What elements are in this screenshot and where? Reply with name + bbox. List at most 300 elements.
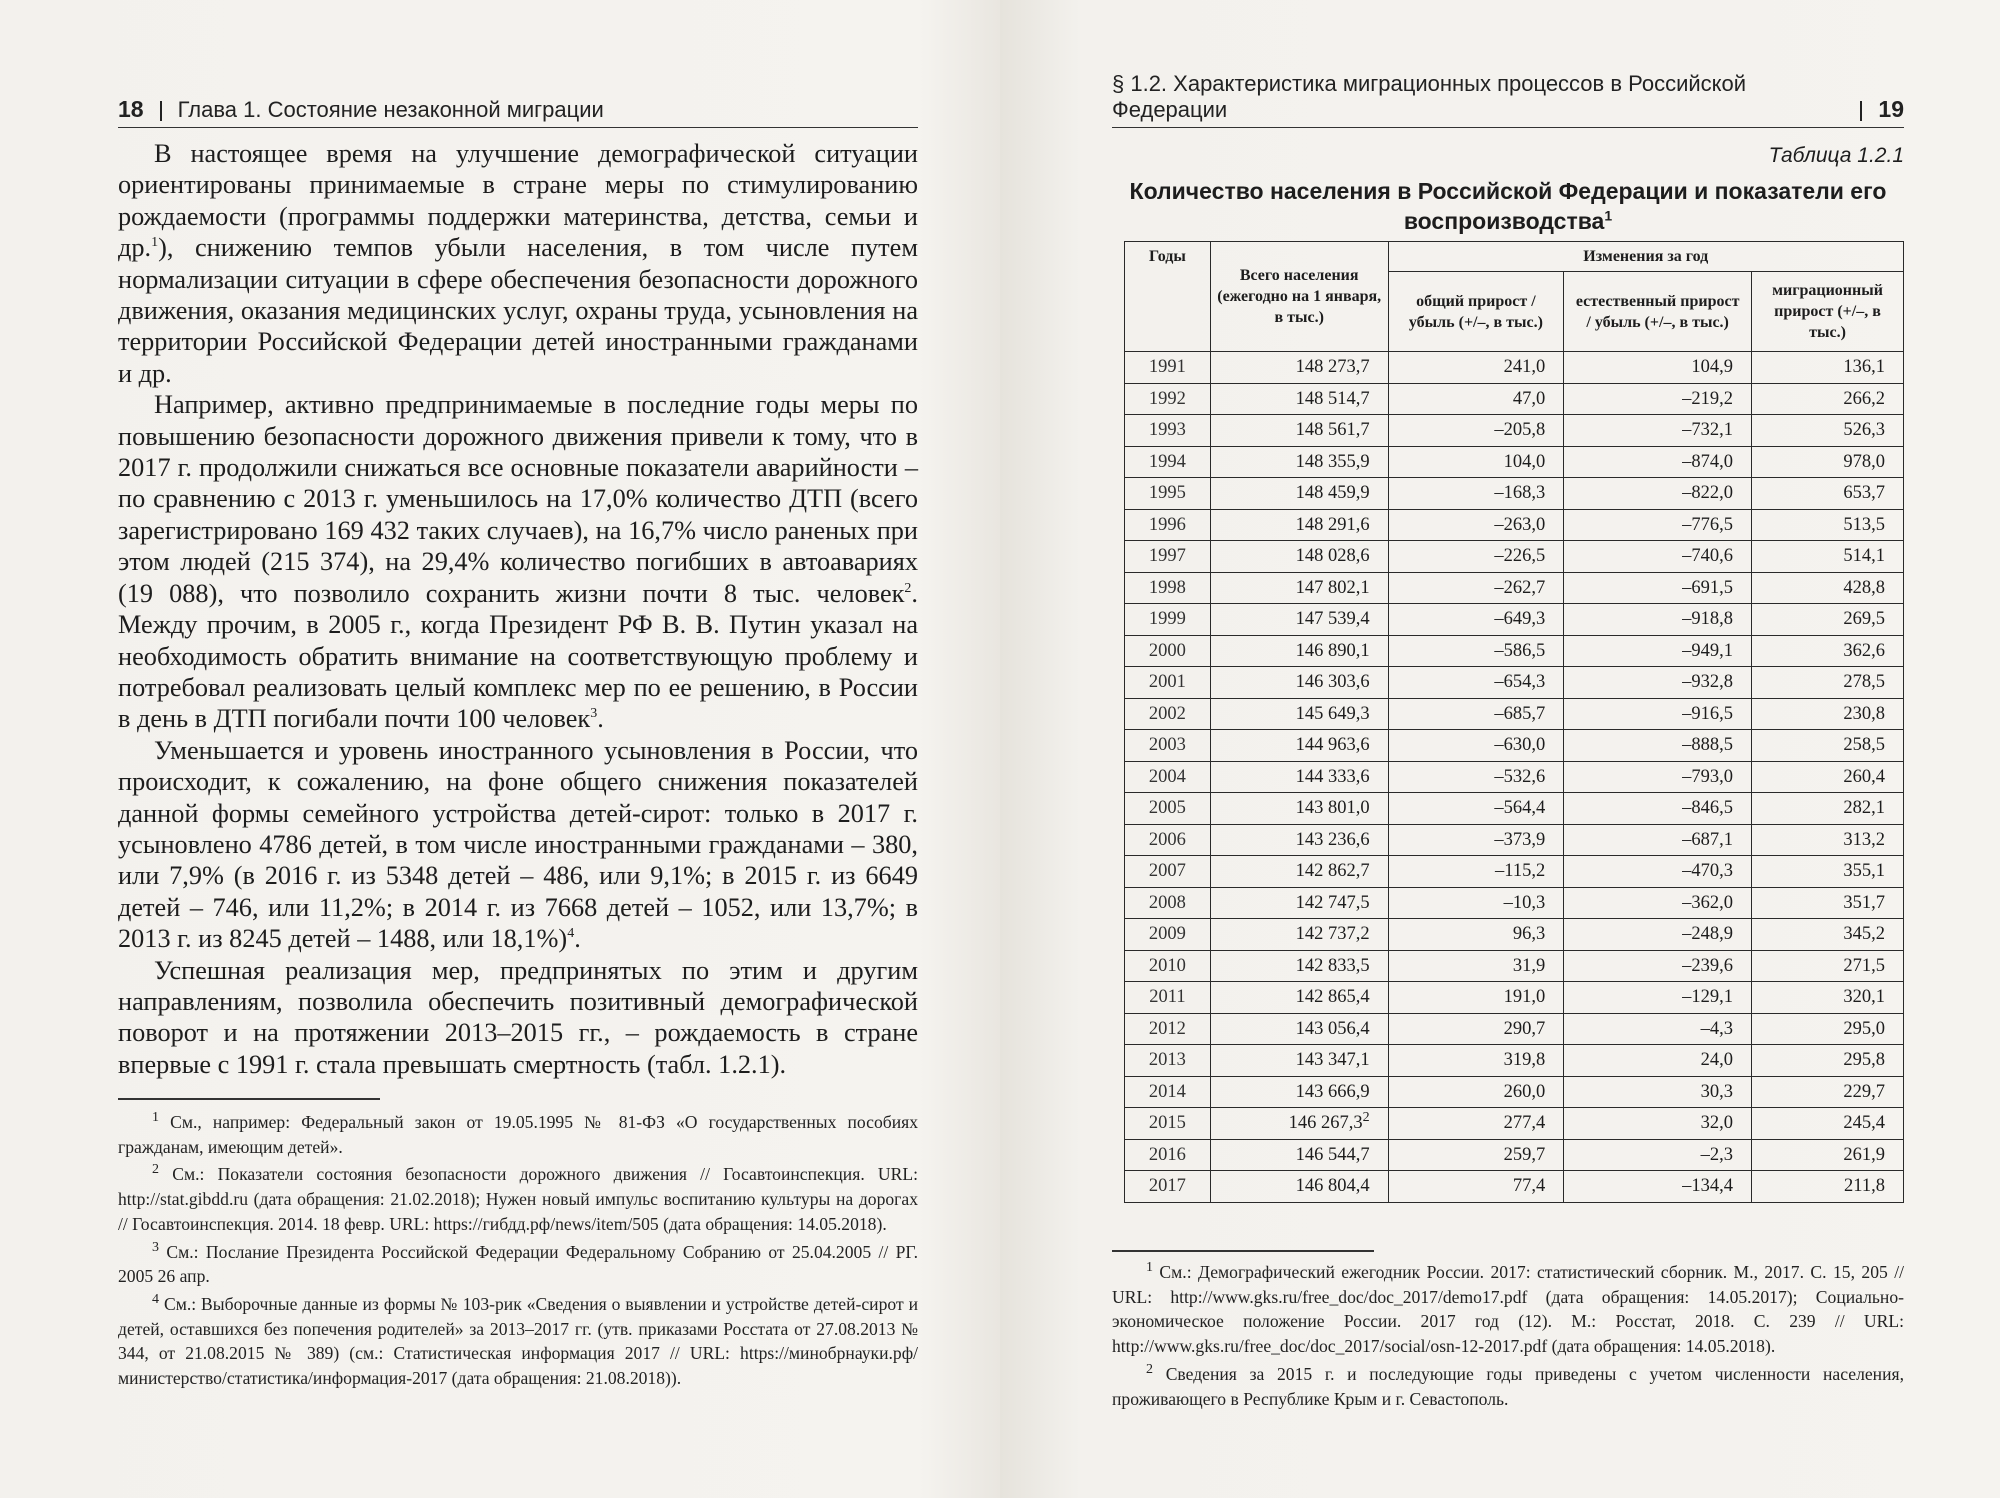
footnote-ref: 1 <box>1604 207 1613 224</box>
table-row <box>1125 1045 1904 1077</box>
footnote-text: См.: Послание Президента Российской Федерации Федеральному Собранию от 25.04.2005 // РГ. 2005 26 апр. <box>118 1241 918 1287</box>
cell-total <box>1210 919 1388 951</box>
cell-total-value: 147 802,1 <box>1295 577 1370 598</box>
cell-natural <box>1564 793 1752 825</box>
footnote-text: См.: Демографический ежегодник России. 2017: статистический сборник. М., 2017. С. 15, 205 // URL: http://www.gks.ru/free_doc/doc_2017/demo17.pdf (дата обращения: 14.05.2017); Социально-экономическое положение России. 2017 год (12). М.: Росстат, 2018. С. 239 // URL: http://www.gks.ru/free_doc/doc_2017/social/osn-12-2017.pdf (дата обращения: 14.05.2018). <box>1112 1262 1904 1357</box>
cell-overall-value: –373,9 <box>1494 829 1546 850</box>
cell-year <box>1125 352 1211 384</box>
table-row <box>1125 919 1904 951</box>
cell-year <box>1125 824 1211 856</box>
footnote-ref: 4 <box>567 926 575 942</box>
cell-total-value: 148 273,7 <box>1295 357 1370 378</box>
footnote <box>118 1110 918 1159</box>
cell-total-value: 146 804,4 <box>1295 1176 1370 1197</box>
cell-year-value: 1996 <box>1148 514 1186 535</box>
paragraph-2 <box>118 389 918 734</box>
cell-natural <box>1564 415 1752 447</box>
cell-natural <box>1564 446 1752 478</box>
cell-overall <box>1388 1171 1564 1203</box>
cell-year-value: 2013 <box>1148 1050 1186 1071</box>
cell-year <box>1125 635 1211 667</box>
cell-natural <box>1564 635 1752 667</box>
cell-year <box>1125 1013 1211 1045</box>
cell-year <box>1125 698 1211 730</box>
cell-overall-value: –586,5 <box>1494 640 1546 661</box>
cell-year <box>1125 667 1211 699</box>
left-page-number: 18 <box>118 96 144 122</box>
cell-overall-value: –205,8 <box>1494 420 1546 441</box>
table-title-line <box>1112 206 1904 236</box>
cell-migration <box>1752 509 1904 541</box>
footnote <box>1112 1362 1904 1411</box>
cell-overall-value: –263,0 <box>1494 514 1546 535</box>
cell-migration-value: 514,1 <box>1843 546 1885 567</box>
cell-total-value: 143 056,4 <box>1295 1018 1370 1039</box>
cell-migration-value: 351,7 <box>1843 892 1885 913</box>
cell-natural-value: –129,1 <box>1682 987 1734 1008</box>
table-row <box>1125 1013 1904 1045</box>
col-header-total: Всего населения (ежегодно на 1 января, в тыс.) <box>1210 242 1388 352</box>
cell-total <box>1210 1171 1388 1203</box>
cell-migration <box>1752 446 1904 478</box>
cell-year <box>1125 572 1211 604</box>
cell-total-value: 148 514,7 <box>1295 388 1370 409</box>
cell-total <box>1210 509 1388 541</box>
cell-total <box>1210 1108 1388 1140</box>
cell-year <box>1125 541 1211 573</box>
cell-total-value: 143 801,0 <box>1295 798 1370 819</box>
cell-natural-value: –691,5 <box>1682 577 1734 598</box>
cell-total <box>1210 604 1388 636</box>
table-row <box>1125 856 1904 888</box>
cell-total-value: 142 862,7 <box>1295 861 1370 882</box>
cell-total-value: 142 833,5 <box>1295 955 1370 976</box>
cell-natural <box>1564 856 1752 888</box>
cell-natural-value: –888,5 <box>1682 735 1734 756</box>
cell-migration-value: 266,2 <box>1843 388 1885 409</box>
cell-migration-value: 295,0 <box>1843 1018 1885 1039</box>
cell-migration <box>1752 1139 1904 1171</box>
cell-total <box>1210 383 1388 415</box>
cell-natural-value: –687,1 <box>1682 829 1734 850</box>
cell-total-value: 144 333,6 <box>1295 766 1370 787</box>
cell-year <box>1125 415 1211 447</box>
cell-overall <box>1388 667 1564 699</box>
footnote-mark: 4 <box>152 1292 159 1308</box>
table-row <box>1125 667 1904 699</box>
cell-year <box>1125 1108 1211 1140</box>
cell-year-value: 2017 <box>1148 1176 1186 1197</box>
footnote <box>118 1292 918 1391</box>
cell-migration-value: 136,1 <box>1843 357 1885 378</box>
cell-migration-value: 271,5 <box>1843 955 1885 976</box>
cell-natural <box>1564 667 1752 699</box>
cell-total-value: 143 347,1 <box>1295 1050 1370 1071</box>
cell-overall <box>1388 1108 1564 1140</box>
cell-total <box>1210 1045 1388 1077</box>
cell-natural <box>1564 730 1752 762</box>
cell-total <box>1210 1076 1388 1108</box>
paragraph-text: . <box>574 924 581 954</box>
cell-year-value: 2002 <box>1148 703 1186 724</box>
cell-overall <box>1388 383 1564 415</box>
cell-total <box>1210 856 1388 888</box>
cell-natural-value: –916,5 <box>1682 703 1734 724</box>
cell-natural <box>1564 1013 1752 1045</box>
cell-overall-value: –226,5 <box>1494 546 1546 567</box>
cell-migration <box>1752 919 1904 951</box>
cell-total <box>1210 635 1388 667</box>
cell-migration <box>1752 604 1904 636</box>
cell-year-value: 1995 <box>1148 483 1186 504</box>
cell-migration <box>1752 415 1904 447</box>
cell-total <box>1210 950 1388 982</box>
left-footnotes <box>118 1110 918 1394</box>
cell-natural-value: –932,8 <box>1682 672 1734 693</box>
cell-overall-value: 260,0 <box>1503 1081 1546 1102</box>
table-row <box>1125 478 1904 510</box>
footnote-mark: 2 <box>1146 1361 1153 1377</box>
cell-migration-value: 313,2 <box>1843 829 1885 850</box>
paragraph-text: В настоящее время на улучшение демографической ситуации ориентированы принимаемые в стране меры по стимулированию рождаемости (программы поддержки материнства, детства, семьи и др. <box>118 139 918 263</box>
cell-total-value: 148 561,7 <box>1295 420 1370 441</box>
cell-overall <box>1388 446 1564 478</box>
cell-year <box>1125 761 1211 793</box>
cell-migration-value: 355,1 <box>1843 861 1885 882</box>
footnote-ref: 2 <box>904 580 912 596</box>
cell-year <box>1125 509 1211 541</box>
table-body <box>1125 352 1904 1203</box>
cell-migration <box>1752 730 1904 762</box>
cell-total <box>1210 824 1388 856</box>
cell-total-value: 148 459,9 <box>1295 483 1370 504</box>
cell-year-value: 2010 <box>1148 955 1186 976</box>
cell-total-value: 146 544,7 <box>1295 1144 1370 1165</box>
cell-overall-value: 319,8 <box>1503 1050 1546 1071</box>
cell-migration <box>1752 667 1904 699</box>
cell-migration <box>1752 541 1904 573</box>
cell-overall-value: –564,4 <box>1494 798 1546 819</box>
cell-total-value: 146 267,3 <box>1288 1113 1363 1134</box>
left-body-text <box>118 138 918 1080</box>
cell-year-value: 2014 <box>1148 1081 1186 1102</box>
table-row <box>1125 509 1904 541</box>
cell-year <box>1125 383 1211 415</box>
cell-natural-value: 32,0 <box>1700 1113 1734 1134</box>
cell-migration <box>1752 1108 1904 1140</box>
chapter-title: Глава 1. Состояние незаконной миграции <box>177 97 604 122</box>
cell-natural-value: –732,1 <box>1682 420 1734 441</box>
cell-total-value: 142 747,5 <box>1295 892 1370 913</box>
cell-total <box>1210 730 1388 762</box>
col-header-changes: Изменения за год <box>1388 242 1903 272</box>
table-row <box>1125 383 1904 415</box>
cell-migration <box>1752 1045 1904 1077</box>
cell-year-value: 2007 <box>1148 861 1186 882</box>
cell-natural <box>1564 919 1752 951</box>
col-header-overall: общий прирост / убыль (+/–, в тыс.) <box>1388 272 1564 352</box>
cell-migration-value: 320,1 <box>1843 987 1885 1008</box>
cell-overall <box>1388 604 1564 636</box>
cell-overall <box>1388 919 1564 951</box>
cell-natural-value: –776,5 <box>1682 514 1734 535</box>
cell-natural <box>1564 1139 1752 1171</box>
paragraph-text: . <box>597 704 604 734</box>
cell-migration-value: 362,6 <box>1843 640 1885 661</box>
footnote-mark: 2 <box>152 1162 159 1178</box>
cell-year <box>1125 919 1211 951</box>
cell-migration <box>1752 383 1904 415</box>
cell-overall-value: 259,7 <box>1503 1144 1546 1165</box>
cell-overall-value: 277,4 <box>1503 1113 1546 1134</box>
table-title-text: воспроизводства <box>1403 208 1605 234</box>
cell-total-value: 148 291,6 <box>1295 514 1370 535</box>
cell-overall-value: –532,6 <box>1494 766 1546 787</box>
table-row <box>1125 352 1904 384</box>
footnote-rule <box>1112 1250 1374 1252</box>
cell-overall-value: 96,3 <box>1512 924 1546 945</box>
cell-year <box>1125 793 1211 825</box>
cell-natural <box>1564 541 1752 573</box>
cell-overall-value: 104,0 <box>1503 451 1546 472</box>
cell-overall-value: –685,7 <box>1494 703 1546 724</box>
cell-total <box>1210 793 1388 825</box>
cell-total <box>1210 1139 1388 1171</box>
cell-year-value: 2011 <box>1149 987 1186 1008</box>
cell-natural <box>1564 887 1752 919</box>
cell-year-value: 2006 <box>1148 829 1186 850</box>
cell-migration <box>1752 1076 1904 1108</box>
cell-overall <box>1388 635 1564 667</box>
cell-overall <box>1388 1139 1564 1171</box>
paragraph-3 <box>118 735 918 955</box>
cell-overall <box>1388 1045 1564 1077</box>
cell-overall <box>1388 478 1564 510</box>
table-row <box>1125 1171 1904 1203</box>
paragraph-1 <box>118 138 918 389</box>
footnote-ref: 2 <box>1362 1110 1370 1126</box>
cell-total-value: 146 890,1 <box>1295 640 1370 661</box>
footnote-ref: 1 <box>151 235 159 251</box>
cell-overall-value: –649,3 <box>1494 609 1546 630</box>
cell-overall <box>1388 415 1564 447</box>
cell-total-value: 148 028,6 <box>1295 546 1370 567</box>
cell-migration-value: 345,2 <box>1843 924 1885 945</box>
cell-total <box>1210 541 1388 573</box>
cell-migration <box>1752 698 1904 730</box>
cell-migration-value: 258,5 <box>1843 735 1885 756</box>
footnote-mark: 1 <box>152 1110 159 1126</box>
paragraph-text: Уменьшается и уровень иностранного усыновления в России, что происходит, к сожалению, на фоне общего снижения показателей данной формы семейного устройства детей-сирот: только в 2017 г. усыновлено 4786 детей, в том числе иностранными гражданами – 380, или 7,9% (в 2016 г. из 5348 детей – 486, или 9,1%; в 2015 г. из 6649 детей – 746, или 11,2%; в 2014 г. из 7668 детей – 1052, или 13,7%; в 2013 г. из 8245 детей – 1488, или 18,1%) <box>118 735 918 954</box>
cell-year-value: 1991 <box>1148 357 1186 378</box>
footnote-ref: 3 <box>590 706 598 722</box>
cell-total-value: 143 236,6 <box>1295 829 1370 850</box>
cell-total <box>1210 415 1388 447</box>
table-row <box>1125 415 1904 447</box>
cell-natural-value: –362,0 <box>1682 892 1734 913</box>
paragraph-text: ), снижению темпов убыли населения, в том числе путем нормализации ситуации в сфере обеспечения безопасности дорожного движения, оказания медицинских услуг, охраны труда, усыновления на территории Российской Федерации детей иностранными гражданами и др. <box>118 233 918 388</box>
cell-year-value: 1992 <box>1148 388 1186 409</box>
cell-total <box>1210 667 1388 699</box>
footnote-rule <box>118 1098 380 1100</box>
cell-migration-value: 230,8 <box>1843 703 1885 724</box>
cell-migration <box>1752 793 1904 825</box>
section-title: § 1.2. Характеристика миграционных процессов в Российской Федерации <box>1112 71 1747 122</box>
table-row <box>1125 446 1904 478</box>
cell-migration <box>1752 352 1904 384</box>
cell-overall <box>1388 1013 1564 1045</box>
cell-total <box>1210 1013 1388 1045</box>
cell-overall-value: 241,0 <box>1503 357 1546 378</box>
table-row <box>1125 730 1904 762</box>
cell-migration <box>1752 635 1904 667</box>
right-running-header <box>1112 71 1904 128</box>
cell-overall <box>1388 1076 1564 1108</box>
cell-natural-value: –2,3 <box>1700 1144 1734 1165</box>
cell-year <box>1125 604 1211 636</box>
cell-year <box>1125 982 1211 1014</box>
table-label: Таблица 1.2.1 <box>1768 144 1904 167</box>
footnote-mark: 1 <box>1146 1260 1153 1276</box>
table-row <box>1125 887 1904 919</box>
cell-natural-value: 24,0 <box>1700 1050 1734 1071</box>
cell-total-value: 143 666,9 <box>1295 1081 1370 1102</box>
cell-natural <box>1564 1076 1752 1108</box>
table-row <box>1125 604 1904 636</box>
cell-total-value: 142 737,2 <box>1295 924 1370 945</box>
cell-natural-value: –822,0 <box>1682 483 1734 504</box>
cell-overall <box>1388 950 1564 982</box>
col-header-migration: миграционный прирост (+/–, в тыс.) <box>1752 272 1904 352</box>
cell-migration <box>1752 950 1904 982</box>
cell-natural <box>1564 478 1752 510</box>
cell-overall <box>1388 761 1564 793</box>
table-row <box>1125 761 1904 793</box>
left-running-header <box>118 94 918 128</box>
cell-migration <box>1752 856 1904 888</box>
cell-total <box>1210 982 1388 1014</box>
cell-year-value: 2008 <box>1148 892 1186 913</box>
cell-natural <box>1564 761 1752 793</box>
cell-migration-value: 229,7 <box>1843 1081 1885 1102</box>
cell-natural-value: –134,4 <box>1682 1176 1734 1197</box>
cell-year-value: 1999 <box>1148 609 1186 630</box>
cell-overall <box>1388 793 1564 825</box>
cell-overall-value: –115,2 <box>1495 861 1546 882</box>
cell-year-value: 1998 <box>1148 577 1186 598</box>
table-row <box>1125 950 1904 982</box>
right-page-number: 19 <box>1878 96 1904 122</box>
cell-total-value: 148 355,9 <box>1295 451 1370 472</box>
table-row <box>1125 1139 1904 1171</box>
cell-year-value: 1997 <box>1148 546 1186 567</box>
cell-year <box>1125 1045 1211 1077</box>
cell-natural-value: –918,8 <box>1682 609 1734 630</box>
cell-natural-value: 30,3 <box>1700 1081 1734 1102</box>
cell-natural <box>1564 572 1752 604</box>
cell-total <box>1210 698 1388 730</box>
table-title <box>1112 176 1904 236</box>
cell-year <box>1125 478 1211 510</box>
cell-total <box>1210 352 1388 384</box>
cell-year-value: 2003 <box>1148 735 1186 756</box>
footnote <box>1112 1260 1904 1359</box>
cell-natural-value: –874,0 <box>1682 451 1734 472</box>
cell-overall-value: –168,3 <box>1494 483 1546 504</box>
cell-natural <box>1564 1171 1752 1203</box>
cell-natural <box>1564 698 1752 730</box>
cell-total <box>1210 572 1388 604</box>
footnote-text: См.: Показатели состояния безопасности дорожного движения // Госавтоинспекция. URL: http://stat.gibdd.ru (дата обращения: 21.02.2018); Нужен новый импульс воспитанию культуры на дорогах // Госавтоинспекция. 2014. 18 февр. URL: https://гибдд.рф/news/item/505 (дата обращения: 14.05.2018). <box>118 1164 918 1234</box>
cell-overall-value: –654,3 <box>1494 672 1546 693</box>
cell-natural <box>1564 604 1752 636</box>
cell-natural-value: –846,5 <box>1682 798 1734 819</box>
paragraph-text: . Между прочим, в 2005 г., когда Президент РФ В. В. Путин указал на необходимость обратить внимание на соответствующую проблему и потребовал реализовать целый комплекс мер по ее решению, в России в день в ДТП погибали почти 100 человек <box>118 578 918 734</box>
table-row <box>1125 698 1904 730</box>
cell-total <box>1210 446 1388 478</box>
cell-total-value: 147 539,4 <box>1295 609 1370 630</box>
col-header-year: Годы <box>1125 242 1211 352</box>
cell-natural <box>1564 509 1752 541</box>
cell-natural <box>1564 1045 1752 1077</box>
cell-overall-value: –10,3 <box>1503 892 1546 913</box>
table-row <box>1125 1108 1904 1140</box>
cell-natural-value: –219,2 <box>1682 388 1734 409</box>
cell-overall <box>1388 730 1564 762</box>
cell-year-value: 1994 <box>1148 451 1186 472</box>
cell-migration-value: 261,9 <box>1843 1144 1885 1165</box>
cell-year <box>1125 446 1211 478</box>
cell-total-value: 144 963,6 <box>1295 735 1370 756</box>
cell-year-value: 2004 <box>1148 766 1186 787</box>
cell-year <box>1125 1076 1211 1108</box>
cell-year-value: 2005 <box>1148 798 1186 819</box>
cell-overall <box>1388 698 1564 730</box>
cell-overall-value: 191,0 <box>1503 987 1546 1008</box>
footnote <box>118 1162 918 1236</box>
table-title-line: Количество населения в Российской Федерации и показатели его <box>1129 178 1887 204</box>
table-row <box>1125 793 1904 825</box>
cell-migration <box>1752 572 1904 604</box>
cell-year-value: 2016 <box>1148 1144 1186 1165</box>
paragraph-4 <box>118 955 918 1081</box>
cell-year-value: 2012 <box>1148 1018 1186 1039</box>
table-row <box>1125 824 1904 856</box>
cell-overall-value: 290,7 <box>1503 1018 1546 1039</box>
table-row <box>1125 982 1904 1014</box>
cell-year-value: 2001 <box>1148 672 1186 693</box>
right-footnotes <box>1112 1260 1904 1414</box>
cell-year-value: 2000 <box>1148 640 1186 661</box>
cell-overall-value: –262,7 <box>1494 577 1546 598</box>
cell-migration <box>1752 982 1904 1014</box>
cell-migration-value: 978,0 <box>1843 451 1885 472</box>
cell-migration <box>1752 887 1904 919</box>
cell-natural-value: –239,6 <box>1682 955 1734 976</box>
cell-year <box>1125 1171 1211 1203</box>
footnote-text: См.: Выборочные данные из формы № 103-рик «Сведения о выявлении и устройстве детей-сирот и детей, оставшихся без попечения родителей» за 2013–2017 гг. (утв. приказами Росстата от 27.08.2013 № 344, от 21.08.2015 № 389) (см.: Статистическая информация 2017 // URL: https://минобрнауки.рф/министерство/статистика/информация-2017 (дата обращения: 21.08.2018)). <box>118 1293 918 1389</box>
cell-natural-value: –470,3 <box>1682 861 1734 882</box>
footnote-mark: 3 <box>152 1239 159 1255</box>
footnote-text: См., например: Федеральный закон от 19.05.1995 № 81-ФЗ «О государственных пособиях гражданам, имеющим детей». <box>118 1112 918 1157</box>
cell-overall-value: 47,0 <box>1512 388 1546 409</box>
cell-year-value: 1993 <box>1148 420 1186 441</box>
paragraph-text: Успешная реализация мер, предпринятых по этим и другим направлениям, позволила обеспечить позитивный демографической поворот и на протяжении 2013–2015 гг., – рождаемость в стране впервые с 1991 г. стала превышать смертность (табл. 1.2.1). <box>118 955 918 1079</box>
footnote-text: Сведения за 2015 г. и последующие годы приведены с учетом численности населения, проживающего в Республике Крым и г. Севастополь. <box>1112 1363 1904 1409</box>
cell-total-value: 146 303,6 <box>1295 672 1370 693</box>
cell-natural <box>1564 383 1752 415</box>
cell-migration <box>1752 478 1904 510</box>
